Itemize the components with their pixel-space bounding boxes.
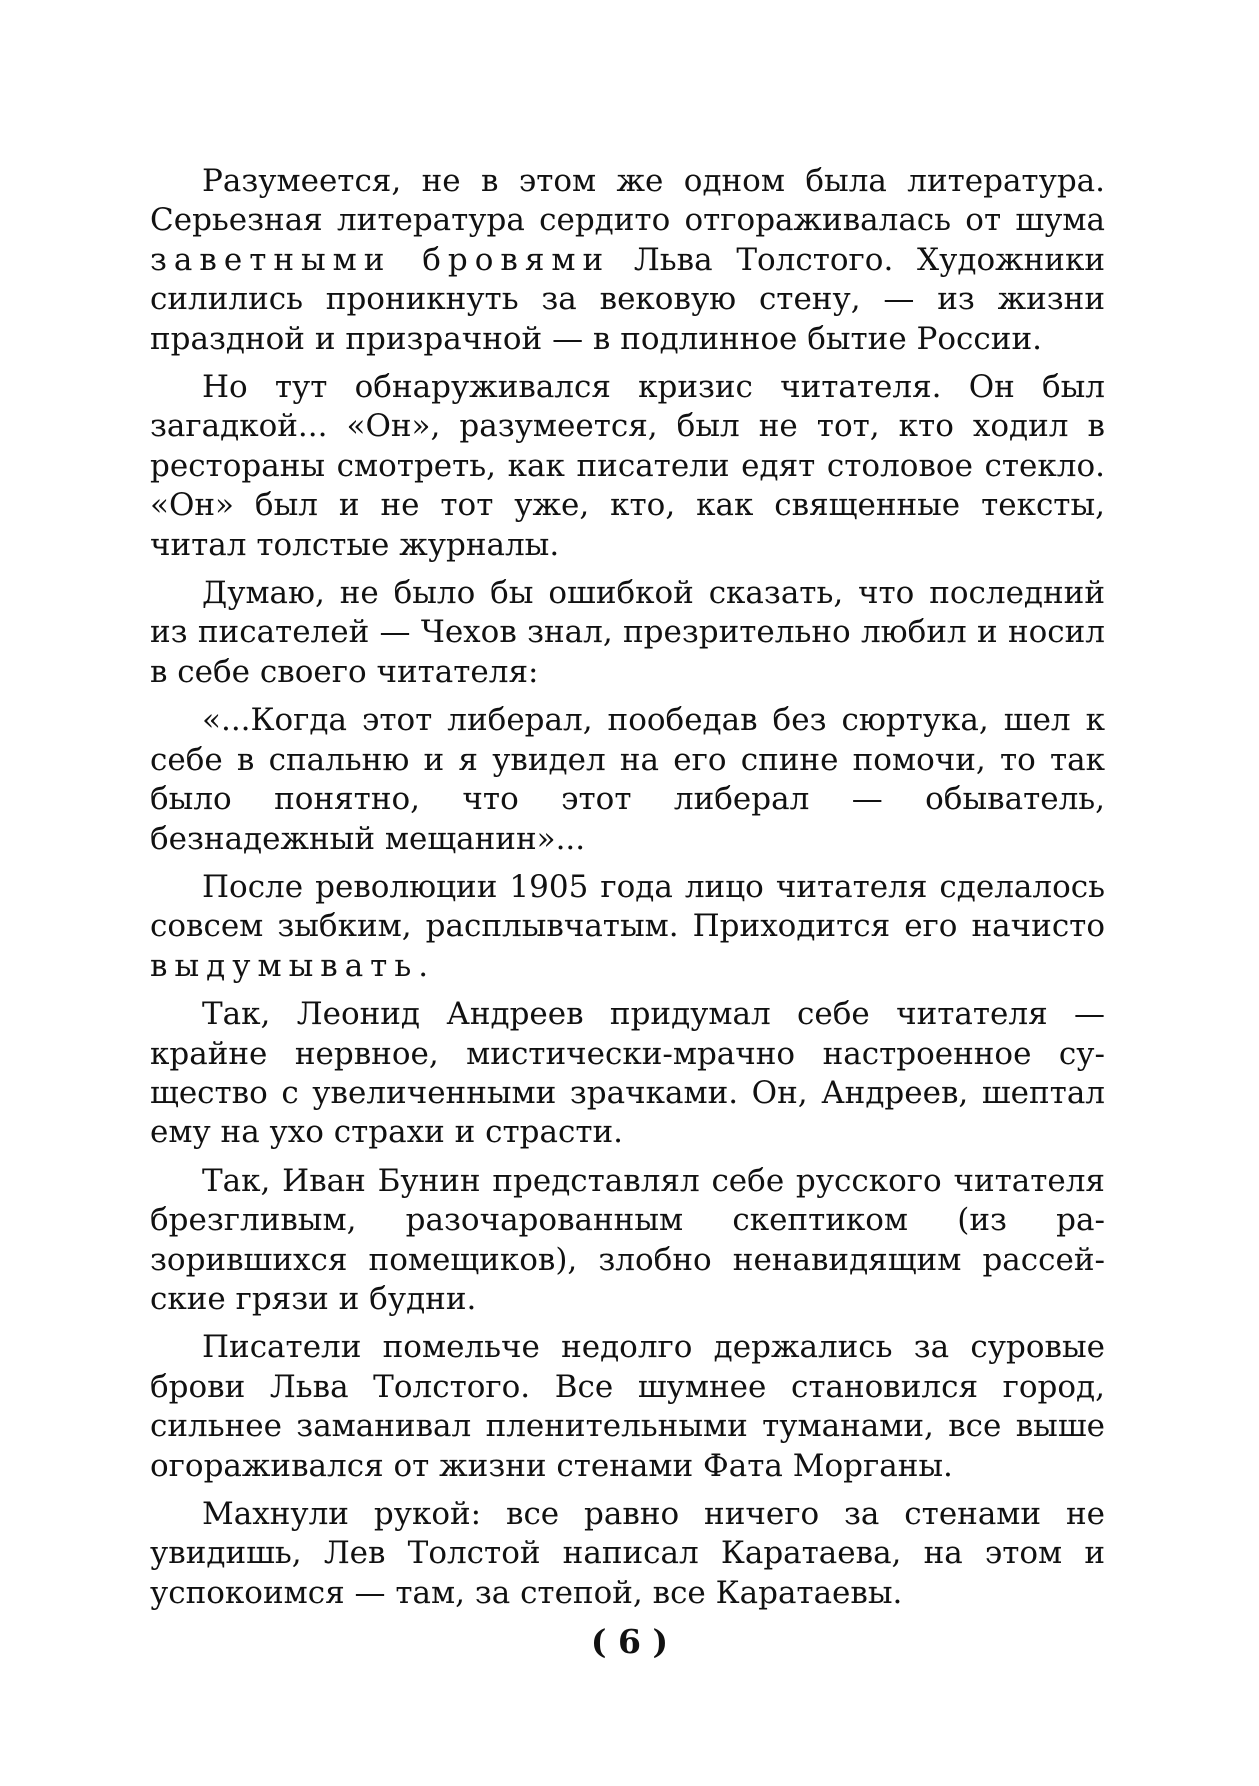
text-run: Писатели помельче недолго держались за суровые брови Льва Толстого. Все шумнее становился город, сильнее заманивал пленительными туманами, все выше огораживался от жизни стенами Фата Морганы. xyxy=(150,1329,1105,1484)
text-run: После революции 1905 года лицо читателя сделалось совсем зыбким, расплывчатым. Приходится его начисто xyxy=(150,868,1105,945)
text-run: «...Когда этот либерал, пообедав без сюртука, шел к себе в спальню и я увидел на его спине помочи, то так было понятно, что этот либерал — обыватель, безнадежный мещанин»... xyxy=(150,702,1105,857)
paragraph xyxy=(150,1495,1105,1613)
text-run: Думаю, не было бы ошибкой сказать, что последний из писателей — Чехов знал, презрительно любил и носил в себе своего читателя: xyxy=(150,575,1105,690)
text-run: Разумеется, не в этом же одном была литература. Серьезная литература сердито отгораживалась от шума xyxy=(150,163,1105,239)
text-run: Так, Иван Бунин представлял себе русского читателя брезгливым, разочарованным скептиком (из разорившихся помещиков), злобно ненавидящим рассейские грязи и будни. xyxy=(150,1162,1105,1317)
paragraph xyxy=(150,162,1105,359)
paragraph xyxy=(150,574,1105,692)
emphasized-text: выдумывать xyxy=(150,947,419,984)
text-run: Так, Леонид Андреев придумал себе читателя — крайне нервное, мистически-мрачно настроенное существо с увеличенными зрачками. Он, Андреев, шептал ему на ухо страхи и страсти. xyxy=(150,996,1105,1151)
paragraph xyxy=(150,868,1105,986)
page-number: ( 6 ) xyxy=(590,1622,669,1661)
text-run: Но тут обнаруживался кризис читателя. Он был загадкой... «Он», разумеется, был не тот, кто ходил в рестораны смотреть, как писатели едят столовое стекло. «Он» был и не тот уже, кто, как священные тексты, читал толстые журналы. xyxy=(150,369,1105,563)
text-run: Льва Толстого. Художники силились проникнуть за вековую стену, — из жизни праздной и призрачной — в подлинное бытие России. xyxy=(150,241,1105,357)
emphasized-text: заветными бровями xyxy=(150,241,611,278)
text-run: . xyxy=(418,947,429,984)
body-text xyxy=(150,162,1105,1622)
paragraph xyxy=(150,1162,1105,1320)
paragraph xyxy=(150,368,1105,565)
text-run: Махнули рукой: все равно ничего за стенами не увидишь, Лев Толстой написал Каратаева, на этом и успокоимся — там, за степой, все Каратаевы. xyxy=(150,1496,1105,1611)
quotation-paragraph xyxy=(150,701,1105,859)
paragraph xyxy=(150,1328,1105,1486)
paragraph xyxy=(150,995,1105,1153)
